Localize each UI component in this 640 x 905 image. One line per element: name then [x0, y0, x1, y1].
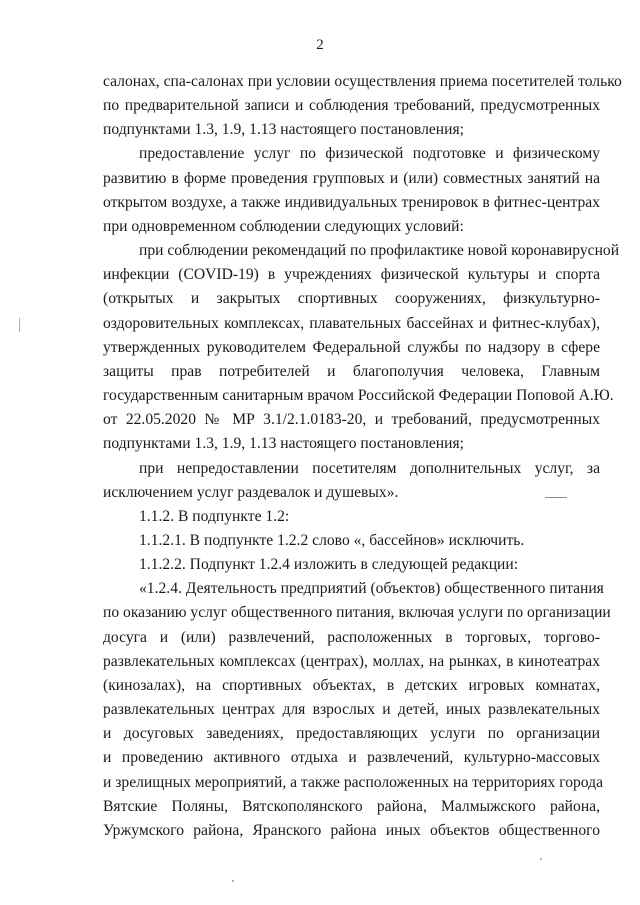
paragraph — [103, 239, 620, 456]
paragraph — [103, 577, 611, 843]
text-line: 1.1.2.1. В подпункте 1.2.2 слово «, бассейнов» исключить. — [139, 531, 525, 549]
paragraph — [103, 553, 600, 577]
text-line: 1.1.2. В подпункте 1.2: — [139, 507, 290, 525]
text-line: досуга и (или) развлечений, расположенных в торговых, торгово- — [103, 628, 600, 646]
scan-artifact — [540, 858, 542, 860]
text-line: развитию в форме проведения групповых и (или) совместных занятий на — [103, 169, 600, 187]
text-line: и досуговых заведениях, предоставляющих услуги по организации — [103, 725, 600, 743]
text-line: исключением услуг раздевалок и душевых». — [103, 483, 399, 501]
text-line: открытом воздухе, а также индивидуальных тренировок в фитнес-центрах — [103, 193, 600, 211]
text-line: и зрелищных мероприятий, а также расположенных на территориях города — [103, 773, 604, 791]
text-line: развлекательных комплексах (центрах), моллах, на рынках, в кинотеатрах — [103, 652, 600, 670]
page-number: 2 — [316, 37, 324, 53]
document-body — [103, 70, 622, 843]
text-line: по оказанию услуг общественного питания, включая услуги по организации — [103, 604, 611, 622]
text-line: (открытых и закрытых спортивных сооружениях, физкультурно- — [103, 290, 600, 308]
scan-artifact — [232, 880, 234, 882]
scan-artifact — [19, 318, 20, 332]
text-line: от 22.05.2020 № МР 3.1/2.1.0183-20, и требований, предусмотренных — [103, 411, 600, 429]
text-line: (кинозалах), на спортивных объектах, в детских игровых комнатах, — [103, 676, 600, 694]
text-line: утвержденных руководителем Федеральной службы по надзору в сфере — [103, 338, 600, 356]
text-line: подпунктами 1.3, 1.9, 1.13 настоящего постановления; — [103, 121, 464, 139]
text-line: оздоровительных комплексах, плавательных бассейнах и фитнес-клубах), — [103, 314, 600, 332]
text-line: подпунктами 1.3, 1.9, 1.13 настоящего постановления; — [103, 435, 464, 453]
text-line: предоставление услуг по физической подготовке и физическому — [139, 145, 600, 163]
text-line: по предварительной записи и соблюдения требований, предусмотренных — [103, 97, 600, 115]
text-line: «1.2.4. Деятельность предприятий (объектов) общественного питания — [139, 580, 604, 598]
scan-artifact — [545, 497, 567, 498]
text-line: развлекательных центрах для взрослых и детей, иных развлекательных — [103, 701, 600, 719]
text-line: при соблюдении рекомендаций по профилактике новой коронавирусной — [139, 242, 620, 260]
text-line: Вятские Поляны, Вятскополянского района, Малмыжского района, — [103, 797, 600, 815]
text-line: инфекции (COVID-19) в учреждениях физической культуры и спорта — [103, 266, 600, 284]
text-line: защиты прав потребителей и благополучия человека, Главным — [103, 362, 600, 380]
text-line: государственным санитарным врачом Российской Федерации Поповой А.Ю. — [103, 387, 614, 405]
text-line: Уржумского района, Яранского района иных объектов общественного — [103, 821, 600, 839]
text-line: салонах, спа-салонах при условии осуществления приема посетителей только — [103, 73, 622, 90]
text-line: при одновременном соблюдении следующих условий: — [103, 217, 464, 235]
paragraph — [103, 142, 600, 239]
text-line: и проведению активного отдыха и развлечений, культурно-массовых — [103, 749, 600, 767]
paragraph — [103, 70, 622, 142]
paragraph — [103, 505, 600, 529]
text-line: 1.1.2.2. Подпункт 1.2.4 изложить в следующей редакции: — [139, 556, 519, 574]
paragraph — [103, 529, 600, 553]
text-line: при непредоставлении посетителям дополнительных услуг, за — [139, 459, 600, 477]
paragraph — [103, 457, 600, 505]
